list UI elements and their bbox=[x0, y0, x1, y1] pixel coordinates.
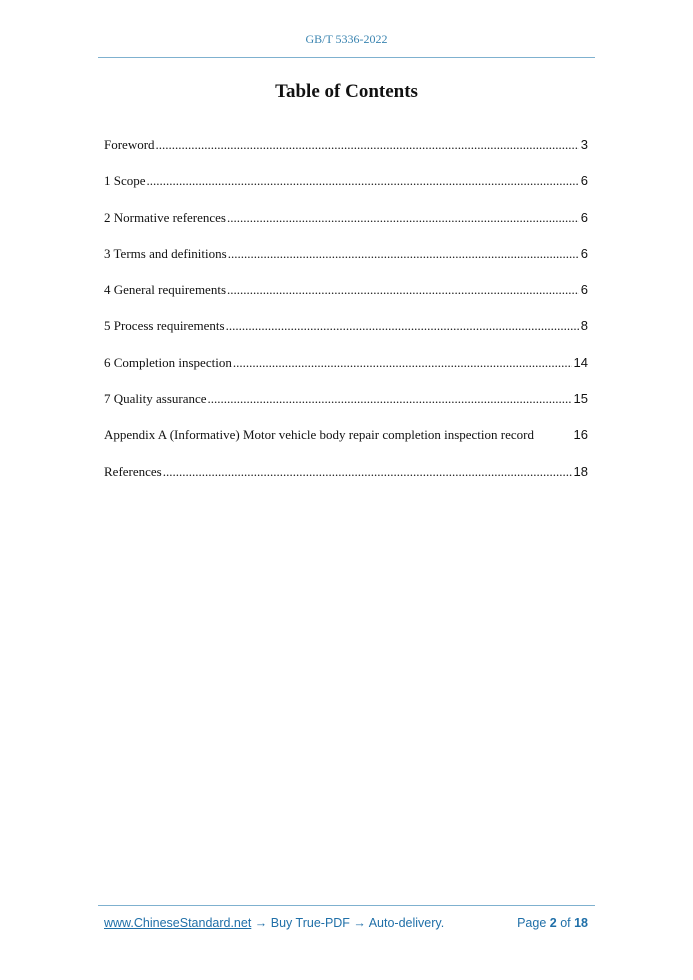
toc-entry-label: Appendix A (Informative) Motor vehicle body repair completion inspection record bbox=[104, 427, 534, 443]
dot-leader bbox=[228, 246, 579, 262]
toc-entry-terms-and-definitions[interactable] bbox=[104, 246, 588, 282]
toc-entry-page: 3 bbox=[580, 137, 588, 152]
toc-entry-label: 6 Completion inspection bbox=[104, 354, 232, 370]
toc-entry-label: 3 Terms and definitions bbox=[104, 245, 227, 261]
footer-promo bbox=[104, 916, 444, 930]
dot-leader bbox=[233, 355, 572, 371]
toc-entry-page: 8 bbox=[580, 318, 588, 334]
page-total: 18 bbox=[574, 916, 588, 930]
toc-entry-label: Foreword bbox=[104, 137, 155, 152]
footer-divider bbox=[98, 905, 595, 906]
page-word: Page bbox=[517, 916, 550, 930]
toc-entry-process-requirements[interactable] bbox=[104, 318, 588, 354]
dot-leader bbox=[163, 464, 572, 480]
toc-entry-label: 4 General requirements bbox=[104, 282, 227, 298]
toc-entry-page: 6 bbox=[580, 173, 588, 189]
dot-leader bbox=[208, 391, 572, 407]
table-of-contents bbox=[104, 137, 588, 500]
toc-entry-page: 15 bbox=[573, 391, 588, 407]
toc-entry-label: 7 Quality assurance bbox=[104, 391, 207, 407]
page-number bbox=[517, 916, 588, 930]
toc-entry-foreword[interactable] bbox=[104, 137, 588, 173]
toc-entry-page: 18 bbox=[573, 463, 588, 479]
dot-leader bbox=[156, 137, 579, 153]
toc-entry-page: 6 bbox=[580, 209, 588, 225]
toc-entry-label: 1 Scope bbox=[104, 173, 146, 189]
toc-entry-label: 5 Process requirements bbox=[104, 318, 225, 334]
toc-entry-references[interactable] bbox=[104, 464, 588, 500]
toc-entry-page: 14 bbox=[573, 354, 588, 370]
toc-entry-normative-references[interactable] bbox=[104, 210, 588, 246]
website-link[interactable]: www.ChineseStandard.net bbox=[104, 916, 252, 930]
dot-leader bbox=[147, 173, 579, 189]
page-of: of bbox=[556, 916, 575, 930]
toc-entry-quality-assurance[interactable] bbox=[104, 391, 588, 427]
page-current: 2 bbox=[549, 916, 557, 930]
dot-leader bbox=[227, 282, 579, 298]
document-code-header: GB/T 5336-2022 bbox=[305, 32, 388, 46]
page-title: Table of Contents bbox=[275, 81, 418, 102]
toc-entry-appendix-a[interactable] bbox=[104, 427, 588, 463]
toc-entry-page: 6 bbox=[580, 282, 588, 298]
dot-leader bbox=[227, 210, 579, 226]
dot-leader bbox=[226, 318, 579, 334]
toc-entry-label: References bbox=[104, 463, 162, 479]
toc-entry-label: 2 Normative references bbox=[104, 209, 226, 225]
toc-entry-page: 16 bbox=[573, 427, 588, 443]
toc-entry-general-requirements[interactable] bbox=[104, 282, 588, 318]
toc-entry-scope[interactable] bbox=[104, 173, 588, 209]
footer-promo-text: → Buy True-PDF → Auto-delivery. bbox=[251, 916, 445, 930]
toc-entry-page: 6 bbox=[580, 245, 588, 261]
toc-entry-completion-inspection[interactable] bbox=[104, 355, 588, 391]
header-divider bbox=[98, 57, 595, 58]
